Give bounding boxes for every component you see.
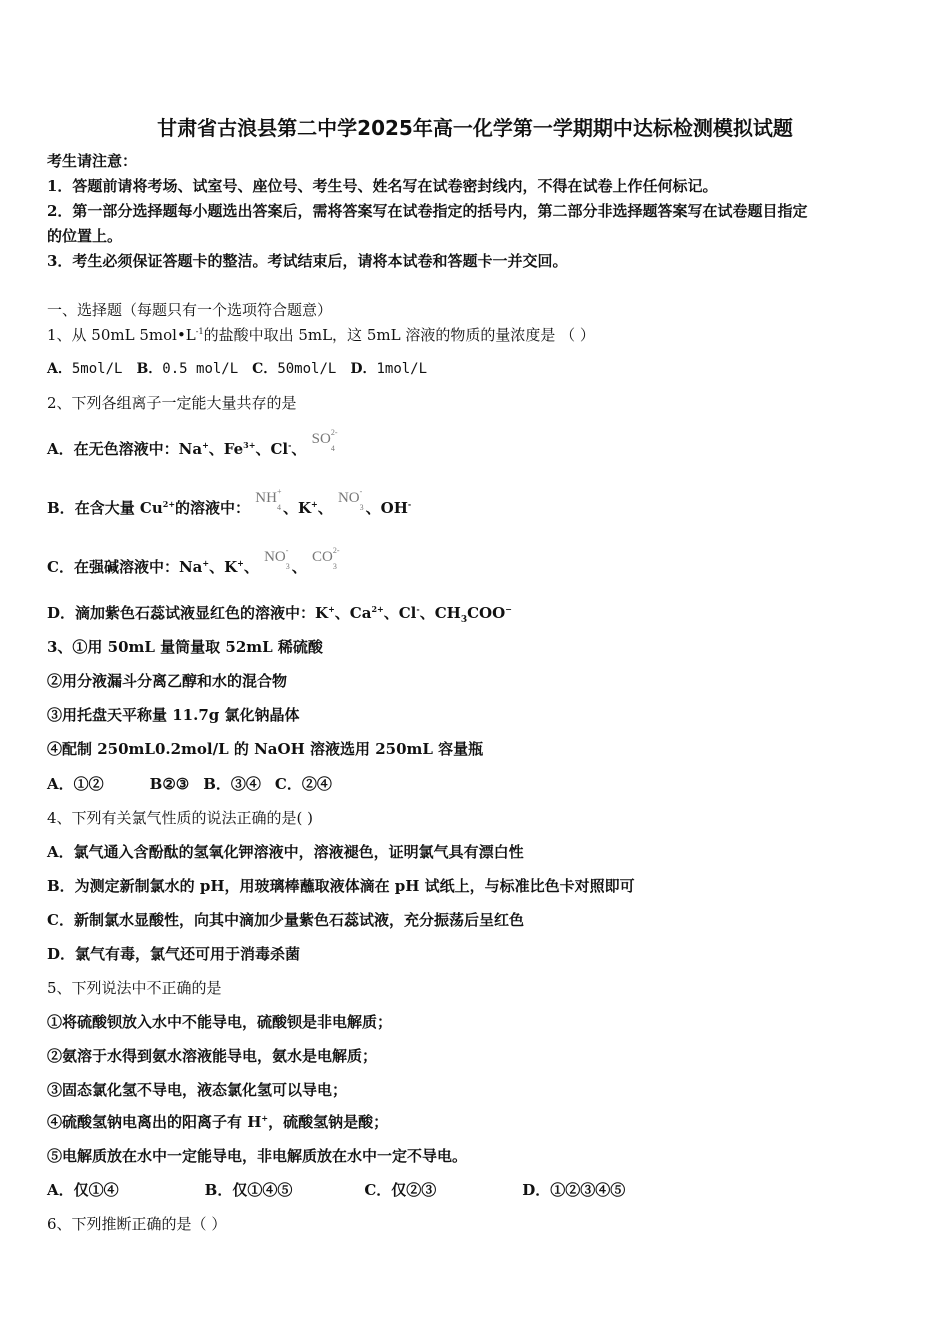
question-5-item-5: ⑤电解质放在水中一定能导电，非电解质放在水中一定不导电。 [47,1147,468,1165]
exam-title: 甘肃省古浪县第二中学2025年高一化学第一学期期中达标检测模拟试题 [157,116,793,140]
question-2-option-c: C．在强碱溶液中：Na+、K+、 NO - 3 、 CO 2- 3 [47,546,340,576]
question-4-option-d: D．氯气有毒，氯气还可用于消毒杀菌 [47,945,301,963]
question-6-stem: 6、下列推断正确的是（ ） [47,1215,227,1233]
notice-item-1: 1．答题前请将考场、试室号、座位号、考生号、姓名写在试卷密封线内，不得在试卷上作任何标记。 [47,177,718,195]
question-5-item-2: ②氨溶于水得到氨水溶液能导电，氨水是电解质； [47,1047,378,1065]
question-2-option-b: B．在含大量 $Cu^{2+}$的溶液中： NH + 4 、K+、 NO - 3 、OH- [47,487,412,517]
question-5-options: A．仅①④ B．仅①④⑤ C．仅②③ D．①②③④⑤ [47,1181,626,1199]
question-3-item-4: ④配制 250mL0.2mol/L 的 NaOH 溶液选用 250mL 容量瓶 [47,740,484,758]
question-5-stem: 5、下列说法中不正确的是 [47,979,222,997]
sulfate-formula: SO 2- 4 [311,428,338,453]
question-4-option-c: C．新制氯水显酸性，向其中滴加少量紫色石蕊试液，充分振荡后呈红色 [47,911,524,929]
ammonium-formula: NH + 4 [255,487,282,512]
question-2-stem: 2、下列各组离子一定能大量共存的是 [47,394,297,412]
question-1-options: A．5mol/L B．0.5 mol/L C．50mol/L D．1mol/L [47,361,428,377]
question-4-option-b: B．为测定新制氯水的 pH，用玻璃棒蘸取液体滴在 pH 试纸上，与标准比色卡对照即可 [47,877,635,895]
question-3-options: A．①② B②③ B．③④ C．②④ [47,775,332,793]
question-3-item-2: ②用分液漏斗分离乙醇和水的混合物 [47,672,288,690]
notice-item-2: 2．第一部分选择题每小题选出答案后，需将答案写在试卷指定的括号内，第二部分非选择题答案写在试卷题目指定 [47,202,808,220]
question-3-item-3: ③用托盘天平称量 11.7g 氯化钠晶体 [47,706,300,724]
nitrate-formula: NO - 3 [337,487,364,512]
question-3-stem: 3、①用 50mL 量筒量取 52mL 稀硫酸 [47,638,323,656]
section-heading: 一、选择题（每题只有一个选项符合题意） [47,301,333,319]
nitrate-formula: NO - 3 [264,546,290,571]
question-2-option-a: A．在无色溶液中：Na+、$Fe^{3+}$、Cl-、 SO 2- 4 [47,428,338,458]
question-4-stem: 4、下列有关氯气性质的说法正确的是( ) [47,809,314,827]
question-5-item-4: ④硫酸氢钠电离出的阳离子有 H+，硫酸氢钠是酸； [47,1113,389,1131]
notice-item-3: 3．考生必须保证答题卡的整洁。考试结束后，请将本试卷和答题卡一并交回。 [47,252,568,270]
question-5-item-3: ③固态氯化氢不导电，液态氯化氢可以导电； [47,1081,348,1099]
question-5-item-1: ①将硫酸钡放入水中不能导电，硫酸钡是非电解质； [47,1013,393,1031]
notice-item-2-cont: 的位置上。 [47,227,123,245]
notice-heading: 考生请注意： [47,152,138,170]
question-1-stem: 1、从 50mL $5mol•L^{-1}$的盐酸中取出 5mL，这 5mL 溶液的物质的量浓度是 （ ） [47,326,595,344]
question-4-option-a: A．氯气通入含酚酞的氢氧化钾溶液中，溶液褪色，证明氯气具有漂白性 [47,843,524,861]
carbonate-formula: CO 2- 3 [312,546,340,571]
question-2-option-d: D．滴加紫色石蕊试液显红色的溶液中：K+、$Ca^{2+}$、Cl-、$CH_3COO^-$ [47,604,512,625]
